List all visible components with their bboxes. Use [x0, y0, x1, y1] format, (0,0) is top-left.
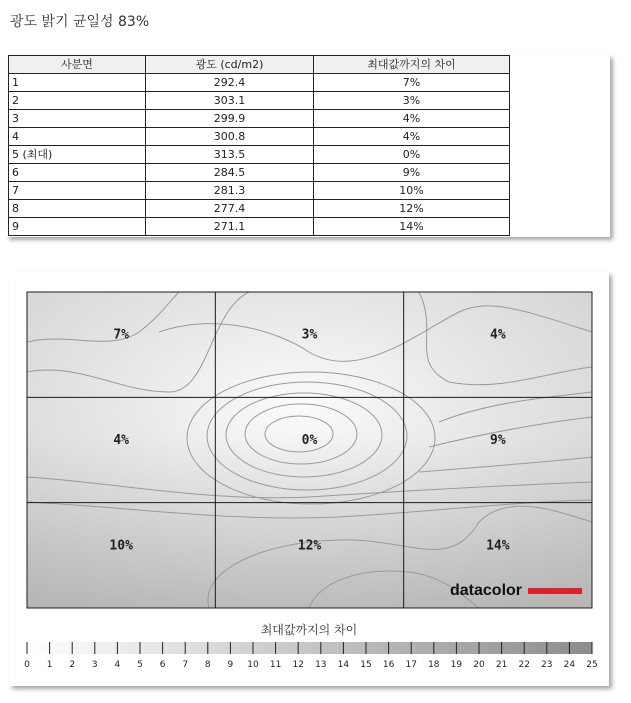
- colorbar-tick-label: 15: [360, 660, 372, 670]
- colorbar-tick-label: 21: [495, 660, 508, 670]
- cell-luminance: 300.8: [146, 128, 314, 146]
- cell-luminance: 313.5: [146, 146, 314, 164]
- colorbar-tick-label: 24: [563, 660, 576, 670]
- plot-area: [27, 292, 592, 608]
- colorbar-tick-label: 14: [337, 660, 350, 670]
- colorbar-label: 최대값까지의 차이: [260, 623, 358, 637]
- colorbar-tick-label: 25: [586, 660, 598, 670]
- colorbar-tick-label: 10: [247, 660, 259, 670]
- uniformity-heatmap: [9, 272, 609, 686]
- colorbar-tick-label: 16: [382, 660, 395, 670]
- quadrant-label: 14%: [486, 538, 510, 554]
- colorbar-tick-label: 18: [428, 660, 440, 670]
- colorbar-tick-label: 7: [182, 660, 189, 670]
- cell-quadrant: 9: [9, 218, 146, 236]
- cell-quadrant: 5 (최대): [9, 146, 146, 164]
- logo-bar: [528, 588, 582, 594]
- colorbar-tick-label: 20: [473, 660, 485, 670]
- table-row: [9, 74, 510, 92]
- cell-difference: 4%: [314, 128, 510, 146]
- cell-difference: 3%: [314, 92, 510, 110]
- luminance-table: [8, 55, 510, 236]
- table-row: [9, 182, 510, 200]
- colorbar-tick-label: 8: [204, 660, 211, 670]
- colorbar-tick-label: 2: [69, 660, 76, 670]
- table-header-row: [9, 56, 510, 74]
- colorbar-tick-label: 12: [292, 660, 304, 670]
- cell-luminance: 277.4: [146, 200, 314, 218]
- uniformity-chart-card: [9, 272, 609, 686]
- cell-difference: 10%: [314, 182, 510, 200]
- cell-luminance: 271.1: [146, 218, 314, 236]
- cell-quadrant: 8: [9, 200, 146, 218]
- header-quadrant: 사분면: [9, 56, 146, 74]
- quadrant-label: 4%: [113, 433, 129, 448]
- quadrant-label: 7%: [113, 327, 129, 343]
- colorbar-tick-label: 13: [315, 660, 327, 670]
- colorbar-tick-label: 17: [405, 660, 417, 670]
- colorbar-tick-label: 4: [114, 660, 121, 670]
- cell-difference: 0%: [314, 146, 510, 164]
- table-row: [9, 92, 510, 110]
- luminance-table-card: [6, 55, 610, 237]
- cell-luminance: 281.3: [146, 182, 314, 200]
- colorbar: [24, 622, 598, 670]
- cell-difference: 12%: [314, 200, 510, 218]
- cell-quadrant: 1: [9, 74, 146, 92]
- colorbar-tick-label: 5: [137, 660, 143, 670]
- cell-quadrant: 4: [9, 128, 146, 146]
- table-row: [9, 128, 510, 146]
- cell-luminance: 299.9: [146, 110, 314, 128]
- cell-difference: 9%: [314, 164, 510, 182]
- page-title: 광도 밝기 균일성 83%: [10, 14, 150, 30]
- colorbar-tick-label: 11: [269, 660, 282, 670]
- colorbar-gradient: [27, 642, 592, 654]
- cell-luminance: 292.4: [146, 74, 314, 92]
- quadrant-label: 4%: [490, 327, 506, 343]
- table-row: [9, 110, 510, 128]
- cell-quadrant: 7: [9, 182, 146, 200]
- quadrant-label: 3%: [301, 327, 318, 343]
- logo-text: datacolor: [450, 582, 523, 599]
- cell-difference: 4%: [314, 110, 510, 128]
- cell-difference: 7%: [314, 74, 510, 92]
- colorbar-tick-label: 1: [46, 660, 53, 670]
- cell-quadrant: 3: [9, 110, 146, 128]
- colorbar-tick-labels: [24, 660, 598, 670]
- quadrant-label: 12%: [297, 538, 322, 554]
- header-difference: 최대값까지의 차이: [314, 56, 510, 74]
- colorbar-tick-label: 0: [24, 660, 30, 670]
- cell-difference: 14%: [314, 218, 510, 236]
- cell-quadrant: 6: [9, 164, 146, 182]
- cell-quadrant: 2: [9, 92, 146, 110]
- table-row: [9, 146, 510, 164]
- cell-luminance: 284.5: [146, 164, 314, 182]
- colorbar-tick-label: 9: [227, 660, 234, 670]
- table-row: [9, 164, 510, 182]
- colorbar-tick-label: 19: [450, 660, 463, 670]
- quadrant-label: 0%: [301, 433, 318, 448]
- colorbar-tick-label: 3: [91, 660, 98, 670]
- table-row: [9, 218, 510, 236]
- colorbar-tick-label: 22: [518, 660, 530, 670]
- colorbar-tick-label: 6: [159, 660, 166, 670]
- header-luminance: 광도 (cd/m2): [146, 56, 314, 74]
- cell-luminance: 303.1: [146, 92, 314, 110]
- colorbar-tick-label: 23: [541, 660, 553, 670]
- table-row: [9, 200, 510, 218]
- quadrant-label: 9%: [490, 433, 506, 448]
- quadrant-label: 10%: [109, 538, 133, 554]
